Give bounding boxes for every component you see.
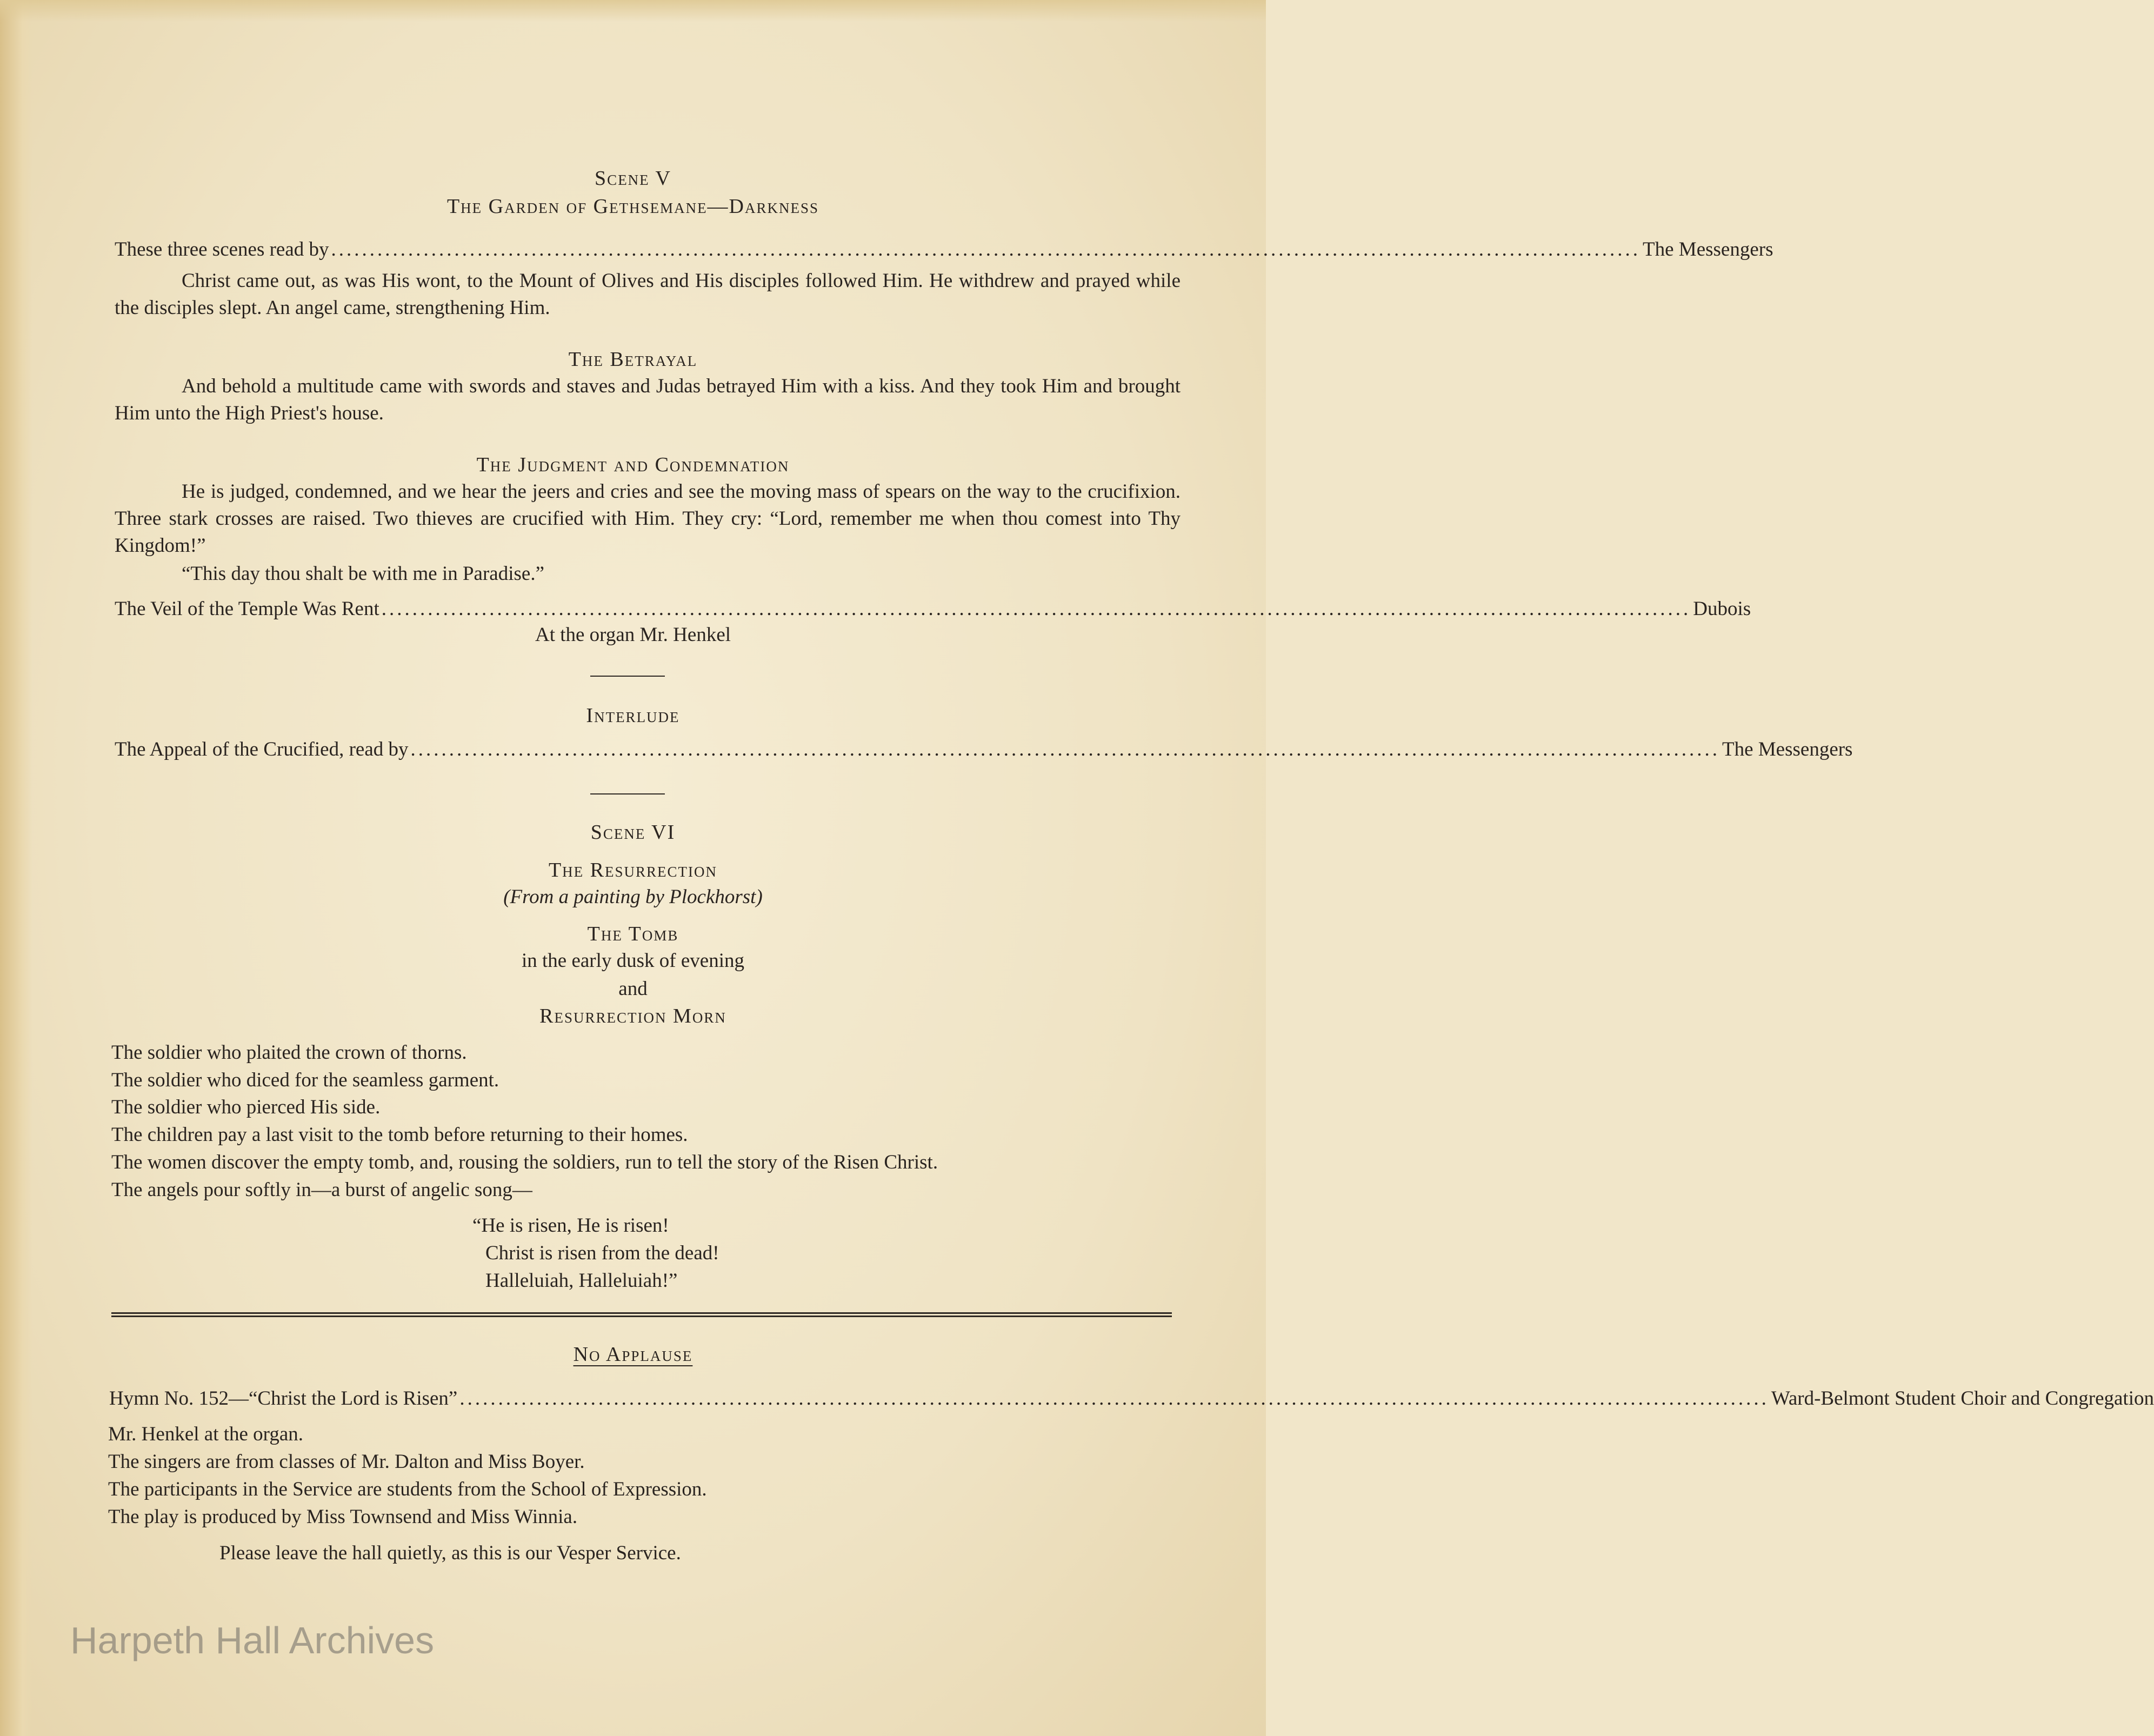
archive-watermark: Harpeth Hall Archives bbox=[70, 1619, 435, 1661]
scene6-morn: Resurrection Morn bbox=[539, 1005, 726, 1027]
scene5-reader-value: The Messengers bbox=[1643, 238, 1773, 261]
scene5-subheading: The Garden of Gethsemane—Darkness bbox=[446, 195, 819, 218]
betrayal-heading: The Betrayal bbox=[568, 348, 698, 371]
judgment-music-label: The Veil of the Temple Was Rent bbox=[115, 598, 379, 620]
hymn-label: Hymn No. 152—“Christ the Lord is Risen” bbox=[109, 1387, 458, 1410]
closing-note: The singers are from classes of Mr. Dalton and Miss Boyer. bbox=[108, 1451, 585, 1473]
no-applause-heading bbox=[0, 1343, 1266, 1366]
scene6-heading: Scene VI bbox=[590, 821, 676, 844]
song-line: “He is risen, He is risen! bbox=[472, 1214, 669, 1237]
song-line: Halleluiah, Halleluiah!” bbox=[485, 1270, 678, 1292]
dot-leader: .......................................................................................................................................................................... bbox=[410, 738, 1720, 760]
hymn-line bbox=[109, 1387, 2154, 1410]
judgment-music-line bbox=[115, 597, 1751, 620]
scene6-line: The children pay a last visit to the tomb before returning to their homes. bbox=[111, 1124, 688, 1146]
scene5-heading: Scene V bbox=[595, 167, 671, 190]
closing-note: The participants in the Service are students from the School of Expression. bbox=[108, 1478, 707, 1500]
section-divider bbox=[590, 793, 665, 794]
scene5-reader-line bbox=[115, 238, 1773, 261]
judgment-quote: “This day thou shalt be with me in Paradise.” bbox=[182, 563, 544, 585]
scene5-paragraph: Christ came out, as was His wont, to the Mount of Olives and His disciples followed Him. He withdrew and prayed while the disciples slept. An angel came, strengthening Him. bbox=[115, 270, 1181, 319]
hymn-value: Ward-Belmont Student Choir and Congregation bbox=[1771, 1387, 2154, 1410]
judgment-heading: The Judgment and Condemnation bbox=[476, 453, 790, 476]
judgment-music-value: Dubois bbox=[1693, 598, 1751, 620]
closing-note: The play is produced by Miss Townsend and Miss Winnia. bbox=[108, 1506, 578, 1528]
scene6-tomb: The Tomb bbox=[587, 923, 679, 945]
farewell-note: Please leave the hall quietly, as this is our Vesper Service. bbox=[219, 1542, 681, 1564]
song-line: Christ is risen from the dead! bbox=[485, 1242, 719, 1264]
interlude-value: The Messengers bbox=[1722, 738, 1853, 760]
scene6-line: The women discover the empty tomb, and, rousing the soldiers, run to tell the story of the Risen Christ. bbox=[111, 1151, 938, 1173]
scene6-line: The angels pour softly in—a burst of angelic song— bbox=[111, 1179, 532, 1201]
no-applause-text: No Applause bbox=[573, 1343, 693, 1366]
double-rule-divider bbox=[111, 1312, 1172, 1317]
dot-leader: .......................................................................................................................................................................... bbox=[381, 598, 1691, 620]
scene6-subheading: The Resurrection bbox=[548, 859, 718, 882]
scene5-reader-label: These three scenes read by bbox=[115, 238, 329, 261]
scene6-tomb-line1: in the early dusk of evening bbox=[521, 950, 745, 972]
dot-leader: .......................................................................................................................................................................... bbox=[331, 238, 1641, 261]
paper-top-edge bbox=[0, 0, 1266, 22]
organ-note: At the organ Mr. Henkel bbox=[535, 624, 731, 646]
closing-note: Mr. Henkel at the organ. bbox=[108, 1423, 304, 1445]
judgment-paragraph: He is judged, condemned, and we hear the jeers and cries and see the moving mass of spears on the way to the crucifixion. Three stark crosses are raised. Two thieves are crucified with Him. They cry: “Lord, remember me when thou comest into Thy Kingdom!” bbox=[115, 480, 1181, 557]
interlude-label: The Appeal of the Crucified, read by bbox=[115, 738, 409, 760]
scene6-line: The soldier who diced for the seamless garment. bbox=[111, 1069, 499, 1091]
scene6-line: The soldier who plaited the crown of thorns. bbox=[111, 1041, 467, 1064]
dot-leader: .......................................................................................................................................................................... bbox=[459, 1387, 1769, 1410]
betrayal-paragraph: And behold a multitude came with swords and staves and Judas betrayed Him with a kiss. And they took Him and brought Him unto the High Priest's house. bbox=[115, 375, 1181, 424]
scene6-line: The soldier who pierced His side. bbox=[111, 1096, 381, 1118]
interlude-line bbox=[115, 738, 1853, 761]
interlude-heading: Interlude bbox=[586, 704, 680, 727]
section-divider bbox=[590, 676, 665, 677]
scene6-tomb-line2: and bbox=[618, 978, 648, 1000]
scene6-painting: (From a painting by Plockhorst) bbox=[503, 886, 763, 908]
